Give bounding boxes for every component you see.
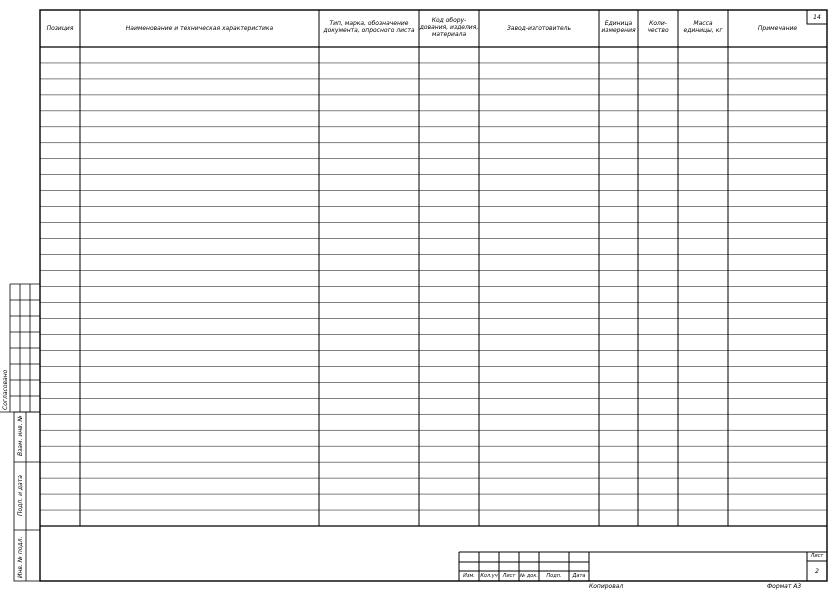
tb-sheet-value: 2: [815, 568, 819, 575]
header-line: Наименование и техническая характеристика: [125, 25, 274, 32]
format-label: Формат А3: [767, 583, 802, 590]
tb-header-date: Дата: [572, 573, 586, 579]
header-position: [40, 25, 80, 32]
header-line: измерения: [601, 27, 636, 34]
sign-date-label: Подп. и дата: [17, 475, 24, 516]
header-line: дования, изделия,: [419, 24, 479, 31]
tb-header-sheet: Лист: [502, 573, 516, 579]
header-line: Единица: [604, 20, 633, 27]
header-mass: [678, 20, 728, 34]
header-line: Примечание: [757, 25, 798, 32]
tb-sheet-label: Лист: [810, 553, 824, 559]
agreed-label: Согласовано: [2, 369, 9, 410]
table-rows: [40, 63, 827, 510]
tb-header-sign: Подп.: [546, 573, 562, 579]
header-line: Тип, марка, обозначение: [329, 20, 409, 27]
header-line: единицы, кг: [683, 27, 723, 34]
inv-original-label: Инв. № подл.: [17, 536, 24, 578]
header-line: Масса: [693, 20, 713, 27]
header-note: [728, 25, 827, 32]
copied-label: Копировал: [589, 583, 624, 590]
header-manufacturer: [479, 25, 599, 32]
header-line: чество: [647, 27, 669, 34]
header-type: [319, 20, 419, 34]
tb-header-change: Изм.: [463, 573, 475, 579]
header-name: [80, 25, 319, 32]
tb-header-doc: № док.: [520, 573, 538, 579]
outer-frame: [40, 10, 827, 581]
header-unit: [599, 20, 638, 34]
header-line: Код обору-: [431, 17, 467, 24]
header-line: Позиция: [46, 25, 74, 32]
header-line: материала: [431, 31, 467, 38]
header-quantity: [638, 20, 678, 34]
header-line: Завод-изготовитель: [506, 25, 572, 32]
replaced-inv-label: Взам. инв. №: [17, 415, 24, 456]
header-line: Коли-: [649, 20, 667, 27]
header-code: [419, 17, 479, 38]
header-line: документа, опросного листа: [323, 27, 415, 34]
tb-header-count: Кол.уч: [480, 573, 498, 579]
sheet-number: 14: [813, 14, 821, 21]
